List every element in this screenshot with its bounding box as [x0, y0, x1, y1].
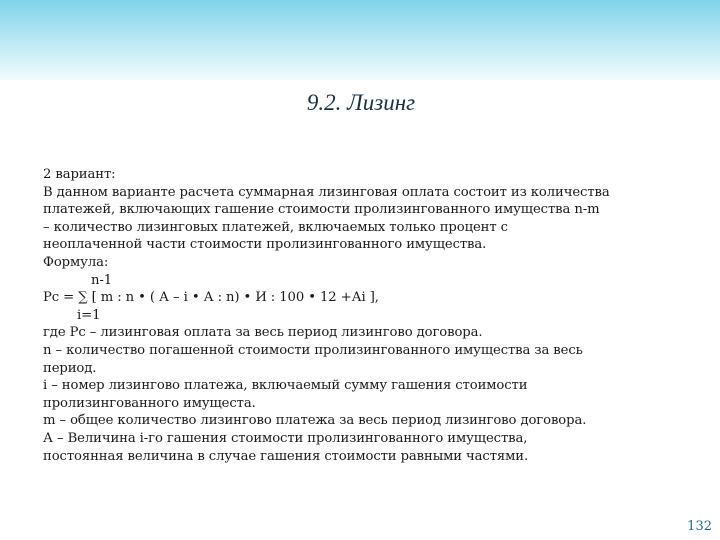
header-banner [0, 0, 720, 80]
slide-body [43, 166, 693, 465]
page-number: 132 [687, 519, 712, 534]
definition-line: период. [43, 360, 97, 376]
body-line: платежей, включающих гашение стоимости пролизингованного имущества n-m [43, 202, 600, 218]
sum-upper-limit: n-1 [91, 272, 113, 288]
slide-title: 9.2. Лизинг [306, 90, 416, 115]
definition-line: А – Величина i-го гашения стоимости пролизингованного имущества, [43, 430, 528, 446]
variant-heading: 2 вариант: [43, 167, 116, 182]
sum-lower-limit: i=1 [77, 307, 101, 323]
definition-line: i – номер лизингово платежа, включаемый сумму гашения стоимости [43, 378, 528, 394]
definition-line: m – общее количество лизингово платежа за весь период лизингово договора. [43, 413, 587, 429]
body-line: – количество лизинговых платежей, включаемых только процент с [43, 219, 508, 235]
body-line: В данном варианте расчета суммарная лизинговая оплата состоит из количества [43, 184, 610, 200]
definition-line: постоянная величина в случае гашения стоимости равными частями. [43, 448, 529, 464]
definition-line: где Рс – лизинговая оплата за весь период лизингово договора. [43, 325, 483, 341]
formula: Рс = ∑ [ m : n • ( А – i • А : n) • И : 100 • 12 +Аi ], [43, 290, 379, 306]
definition-line: n – количество погашенной стоимости пролизингованного имущества за весь [43, 342, 583, 358]
definition-line: пролизингованного имущеста. [43, 395, 256, 411]
formula-label: Формула: [43, 254, 109, 270]
body-line: неоплаченной части стоимости пролизингованного имущества. [43, 237, 487, 253]
